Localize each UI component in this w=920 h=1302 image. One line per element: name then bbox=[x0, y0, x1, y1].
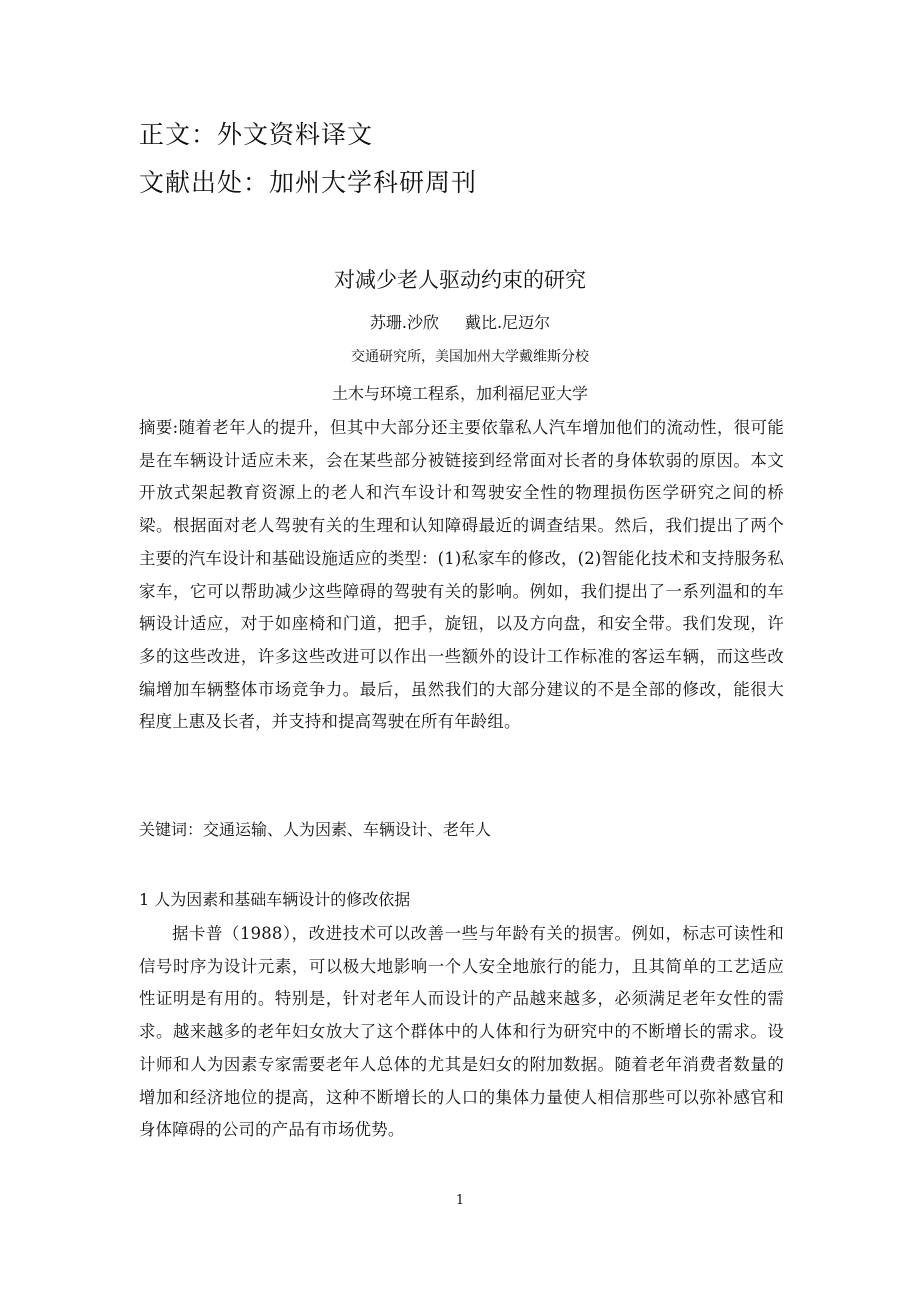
authors-line bbox=[0, 310, 920, 336]
paper-title: 对减少老人驱动约束的研究 bbox=[334, 268, 586, 292]
author-name: 苏珊.沙欣 bbox=[369, 313, 439, 332]
abstract-text: 随着老年人的提升，但其中大部分还主要依靠私人汽车增加他们的流动性，很可能是在车辆设计适应未来，会在某些部分被链接到经常面对长者的身体软弱的原因。本文开放式架起教育资源上的老人和汽车设计和驾驶安全性的物理损伤医学研究之间的桥梁。根据面对老人驾驶有关的生理和认知障碍最近的调查结果。然后，我们提出了两个主要的汽车设计和基础设施适应的类型：(1)私家车的修改，(2)智能化技术和支持服务私家车，它可以帮助减少这些障碍的驾驶有关的影响。例如，我们提出了一系列温和的车辆设计适应，对于如座椅和门道，把手，旋钮，以及方向盘，和安全带。我们发现，许多的这些改进，许多这些改进可以作出一些额外的设计工作标准的客运车辆，而这些改编增加车辆整体市场竞争力。最后，虽然我们的大部分建议的不是全部的修改，能很大程度上惠及长者，并支持和提高驾驶在所有年龄组。 bbox=[139, 418, 784, 732]
abstract-label: 摘要: bbox=[139, 418, 179, 437]
affiliation: 土木与环境工程系，加利福尼亚大学 bbox=[331, 384, 588, 403]
section-heading: 1 人为因素和基础车辆设计的修改依据 bbox=[139, 890, 411, 909]
affiliation: 交通研究所，美国加州大学戴维斯分校 bbox=[351, 349, 589, 365]
page-number: 1 bbox=[455, 1193, 465, 1208]
header-source-label: 文献出处：加州大学科研周刊 bbox=[139, 168, 478, 197]
abstract bbox=[139, 412, 784, 739]
section-body-paragraph: 据卡普（1988），改进技术可以改善一些与年龄有关的损害。例如，标志可读性和信号时序为设计元素，可以极大地影响一个人安全地旅行的能力，且其简单的工艺适应性证明是有用的。特别是，针对老年人而设计的产品越来越多，必须满足老年女性的需求。越来越多的老年妇女放大了这个群体中的人体和行为研究中的不断增长的需求。设计师和人为因素专家需要老年人总体的尤其是妇女的附加数据。随着老年消费者数量的增加和经济地位的提高，这种不断增长的人口的集体力量使人相信那些可以弥补感官和身体障碍的公司的产品有市场优势。 bbox=[139, 924, 784, 1140]
header-main-text-label: 正文：外文资料译文 bbox=[139, 120, 374, 149]
keywords: 关键词：交通运输、人为因素、车辆设计、老年人 bbox=[139, 820, 492, 839]
author-name: 戴比.尼迈尔 bbox=[465, 313, 551, 332]
